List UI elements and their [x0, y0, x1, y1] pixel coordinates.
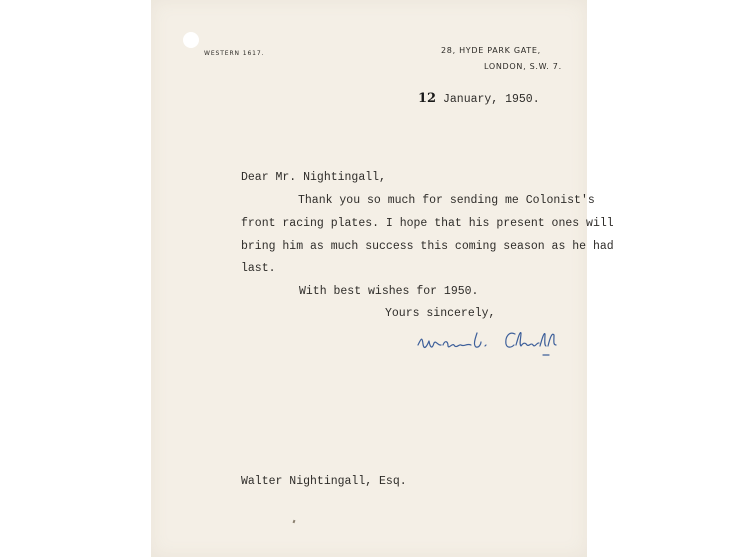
recipient: Walter Nightingall, Esq. [241, 475, 407, 488]
letterhead-address-line1: 28, HYDE PARK GATE, [441, 46, 541, 55]
signature-scribble [415, 326, 565, 366]
letterhead-address-line2: LONDON, S.W. 7. [484, 62, 562, 71]
salutation: Dear Mr. Nightingall, [241, 171, 386, 184]
date-month-year: January, 1950. [436, 93, 540, 106]
punch-hole [183, 32, 199, 48]
complimentary-close: Yours sincerely, [385, 307, 496, 320]
letter-date [418, 91, 540, 106]
closing-wishes: With best wishes for 1950. [299, 285, 479, 298]
body-line: last. [241, 262, 276, 275]
letterhead-telephone: WESTERN 1617. [204, 50, 265, 57]
body-line: bring him as much success this coming season as he had [241, 240, 614, 253]
signature [415, 326, 565, 371]
body-line: Thank you so much for sending me Colonist's [298, 194, 595, 207]
date-day: 12 [418, 91, 437, 106]
letter-paper [151, 0, 587, 557]
body-line: front racing plates. I hope that his present ones will [241, 217, 614, 230]
